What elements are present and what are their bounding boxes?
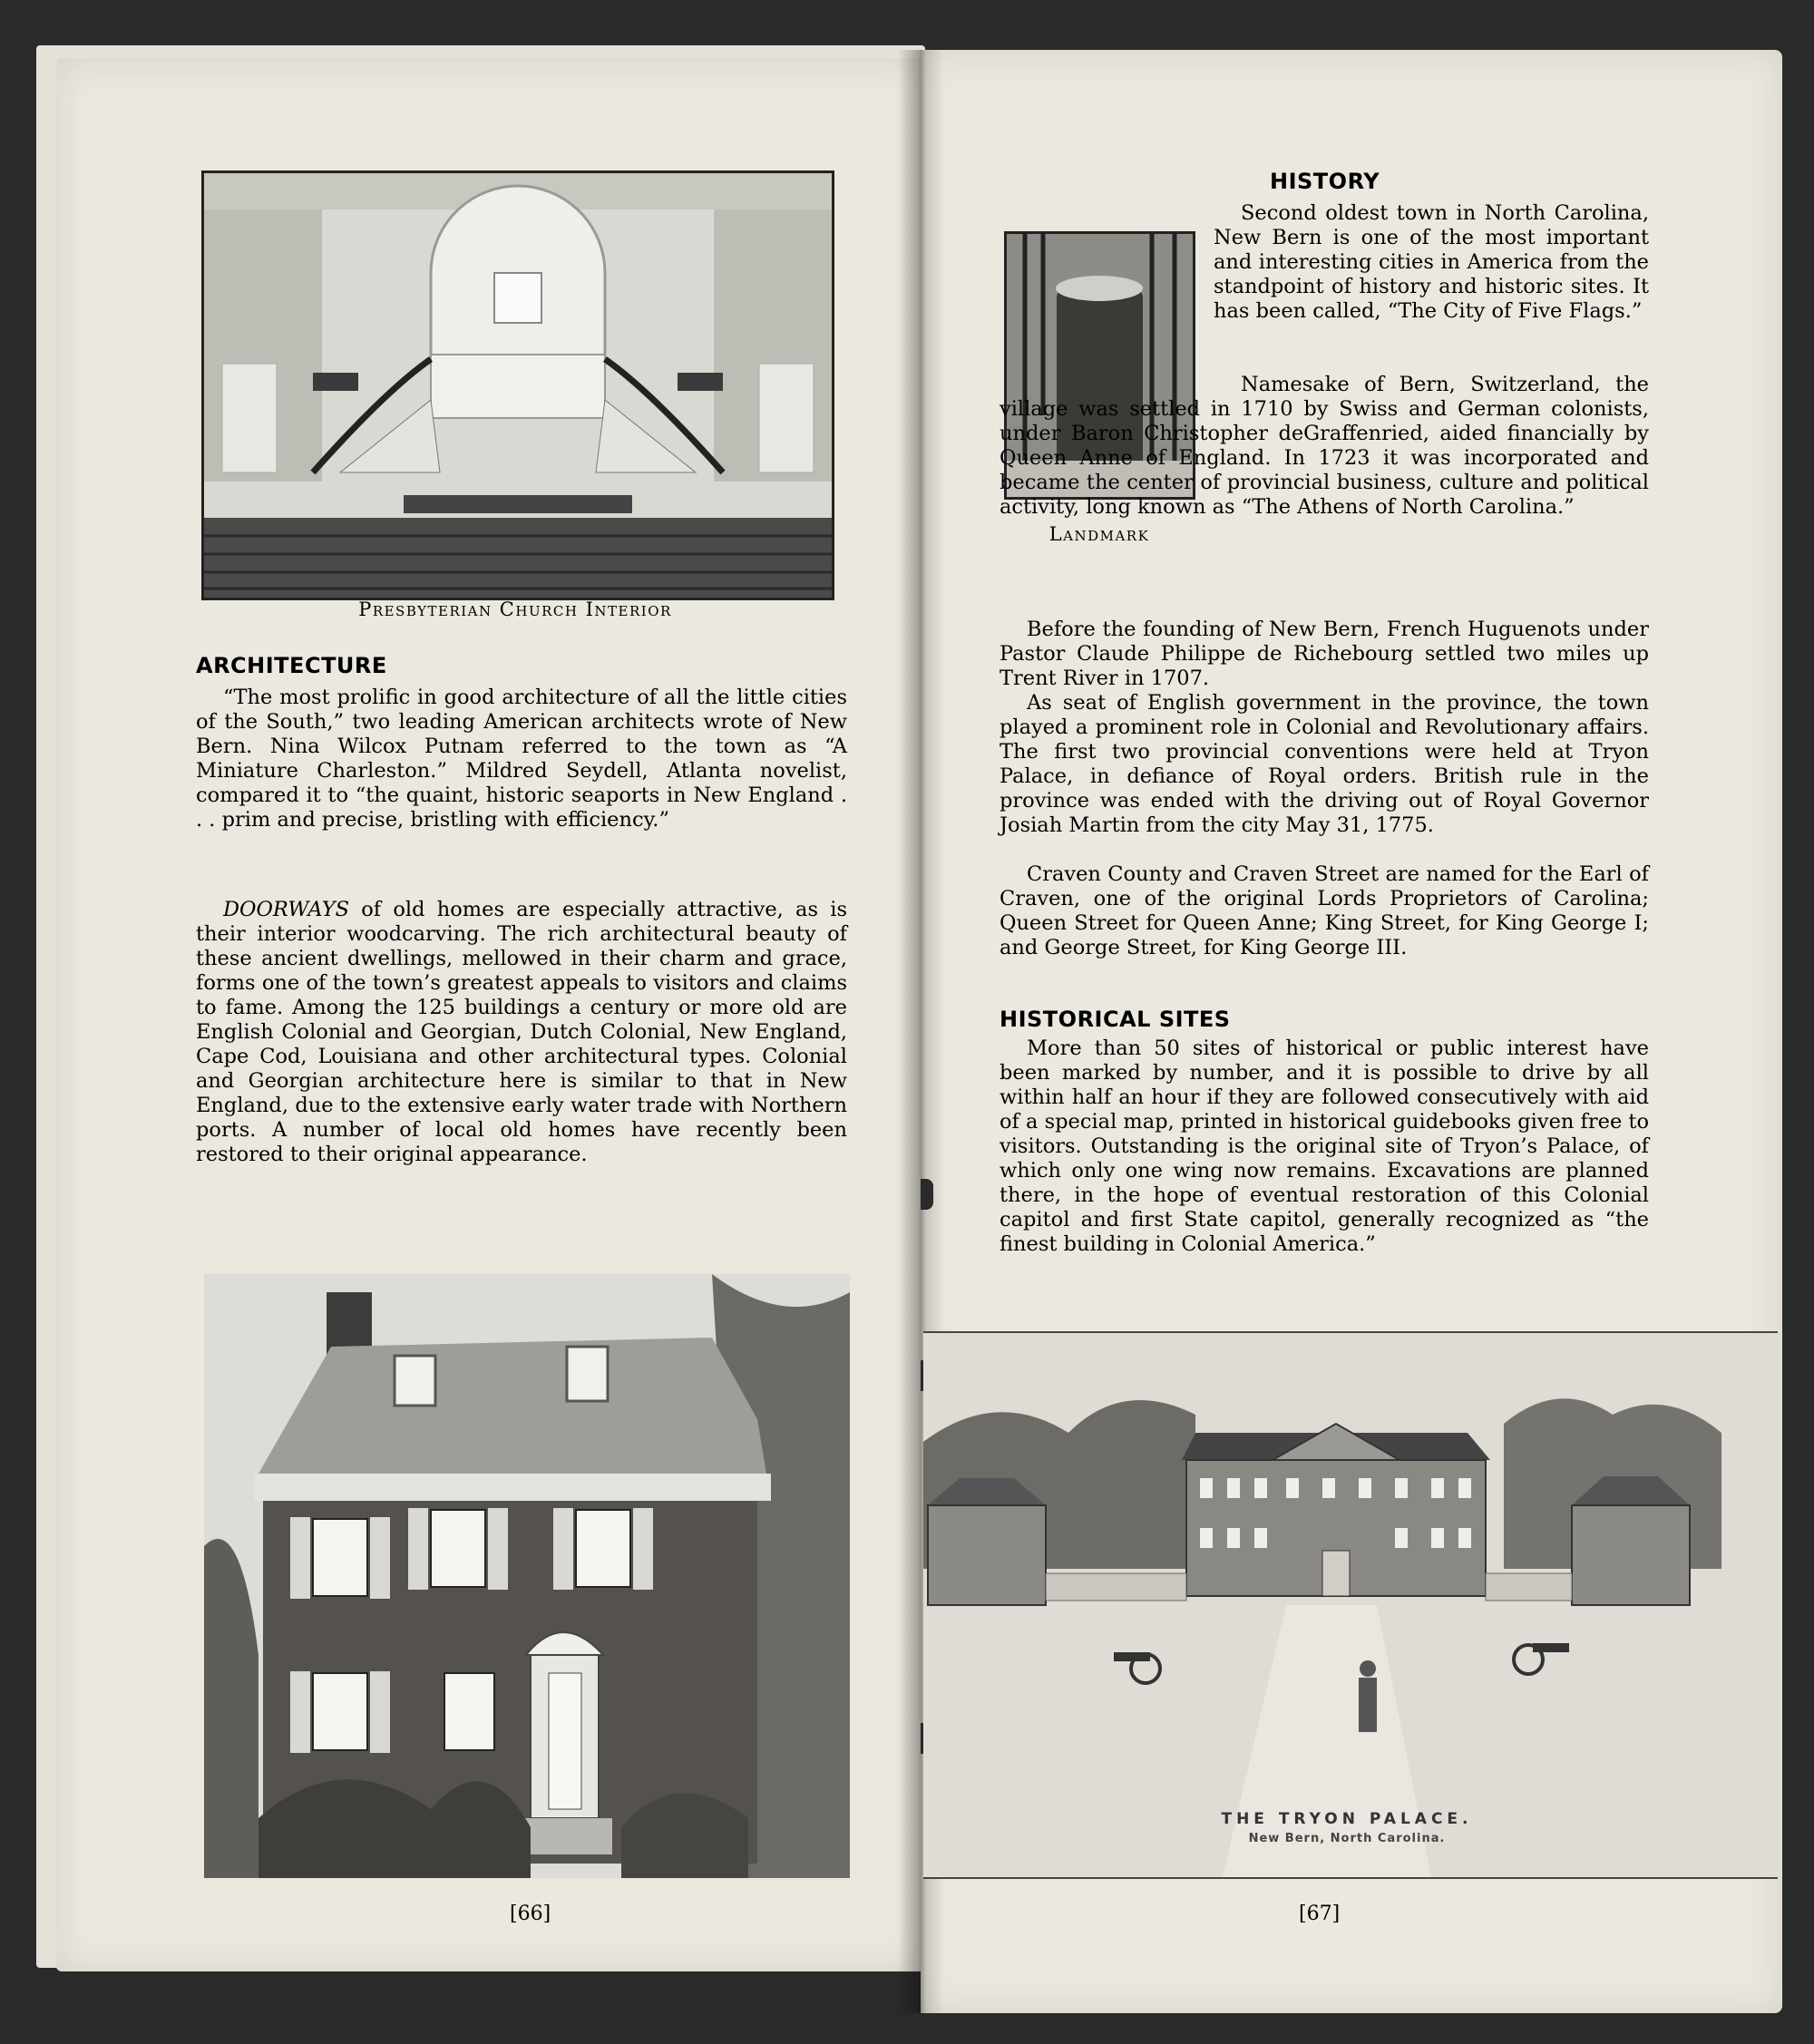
- architecture-paragraph-1: “The most prolific in good architecture of all the little cities of the South,” two leading American architects wrote of New Bern. Nina Wilcox Putnam referred to the town as “A Miniature Charleston.” Mildred Seydell, Atlanta novelist, compared it to “the quaint, historic seaports in New England . . . prim and precise, bristling with efficiency.”: [196, 686, 847, 832]
- history-paragraph-4: As seat of English government in the province, the town played a prominent role in Colonial and Revolutionary affairs. The first two provincial conventions were held at Tryon Palace, in defiance of Royal orders. British rule in the province was ended with the driving out of Royal Governor Josiah Martin from the city May 31, 1775.: [1000, 691, 1649, 837]
- historical-sites-heading: HISTORICAL SITES: [1000, 1007, 1231, 1032]
- church-photo-caption: Presbyterian Church Interior: [358, 599, 672, 620]
- history-heading: HISTORY: [1270, 169, 1380, 194]
- right-page-number: [67]: [1299, 1903, 1341, 1925]
- historical-sites-paragraph: More than 50 sites of historical or public interest have been marked by number, and it is possible to drive by all within half an hour if they are followed consecutively with aid of a special map, printed in historical guidebooks given free to visitors. Outstanding is the original site of Tryon’s Palace, of which only one wing now remains. Excavations are planned there, in the hope of eventual restoration of this Colonial capitol and first State capitol, generally recognized as “the finest building in Colonial America.”: [1000, 1037, 1649, 1256]
- palace-illustration-subtitle: New Bern, North Carolina.: [1248, 1832, 1446, 1845]
- landmark-caption: Landmark: [1048, 523, 1150, 545]
- history-paragraph-2: Namesake of Bern, Switzerland, the village was settled in 1710 by Swiss and German colonists, under Baron Christopher deGraffenried, aided financially by Queen Anne of England. In 1723 it was incorporated and became the center of provincial business, culture and political activity, long known as “The Athens of North Carolina.”: [1000, 373, 1649, 519]
- palace-illustration-title: THE TRYON PALACE.: [1221, 1810, 1473, 1828]
- architecture-paragraph-2: DOORWAYS of old homes are especially attractive, as is their interior woodcarving. The rich architectural beauty of these ancient dwellings, mellowed in their charm and grace, forms one of the town’s greatest appeals to visitors and claims to fame. Among the 125 buildings a century or more old are English Colonial and Georgian, Dutch Colonial, New England, Cape Cod, Louisiana and other architectural types. Colonial and Georgian architecture here is similar to that in New England, due to the extensive early water trade with Northern ports. A number of local old homes have recently been restored to their original appearance.: [196, 898, 847, 1166]
- history-paragraph-3: Before the founding of New Bern, French Huguenots under Pastor Claude Philippe de Richebourg settled two miles up Trent River in 1707.: [1000, 618, 1649, 690]
- architecture-heading: ARCHITECTURE: [196, 653, 387, 678]
- left-page-number: [66]: [510, 1903, 551, 1925]
- staple-hole: [921, 1179, 933, 1210]
- church-interior-photo: [201, 170, 834, 600]
- doorways-lead-in: DOORWAYS: [223, 898, 349, 921]
- history-paragraph-1: Second oldest town in North Carolina, New Bern is one of the most important and interesting cities in America from the standpoint of history and historic sites. It has been called, “The City of Five Flags.”: [1214, 201, 1649, 323]
- history-paragraph-5: Craven County and Craven Street are named for the Earl of Craven, one of the original Lords Proprietors of Carolina; Queen Street for Queen Anne; King Street, for King George I; and George Street, for King George III.: [1000, 862, 1649, 959]
- tryon-palace-illustration: [923, 1331, 1778, 1879]
- brick-house-photo: [204, 1274, 850, 1878]
